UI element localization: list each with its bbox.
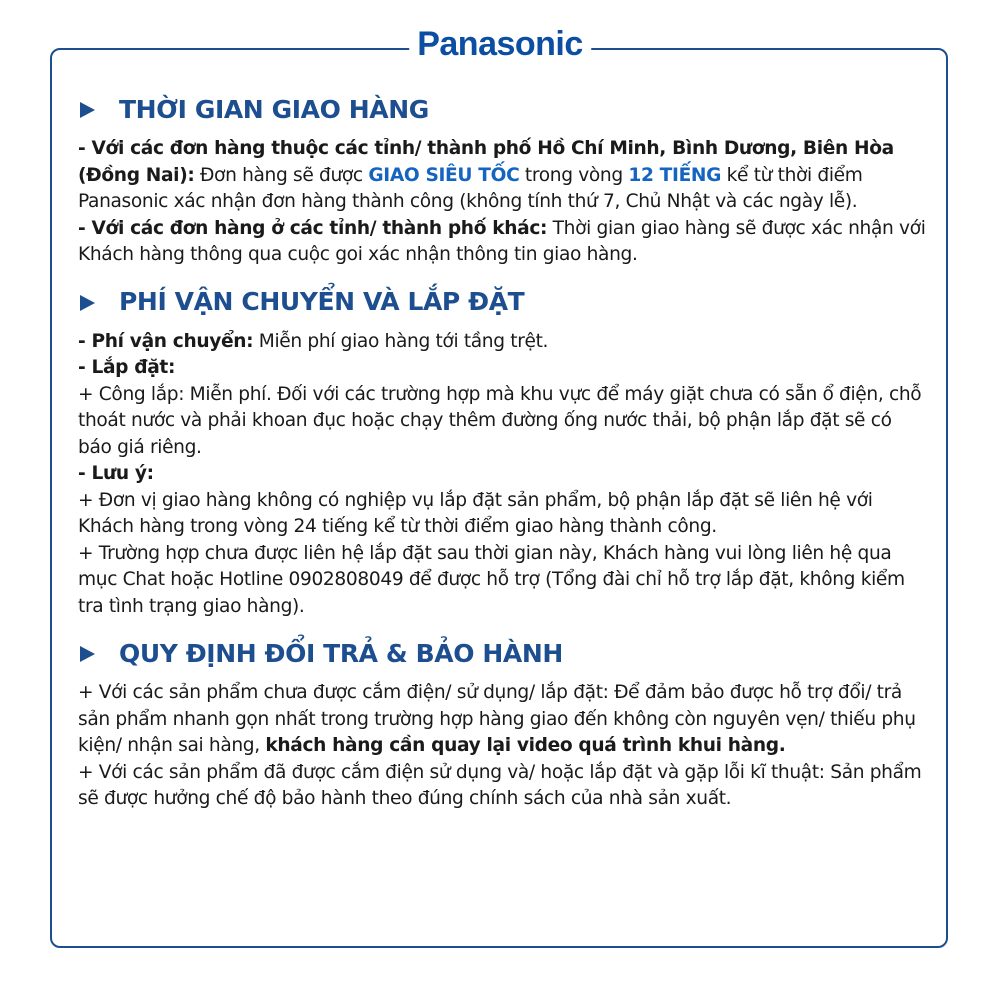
triangle-right-icon <box>80 295 95 311</box>
triangle-right-icon <box>80 102 95 118</box>
section-shipping-install-header <box>78 283 928 323</box>
install-text: + Công lắp: Miễn phí. Đối với các trường hợp mà khu vực để máy giặt chưa có sẵn ổ điện, chỗ thoát nước và phải khoan đục hoặc chạy thêm đường ống nước thải, bộ phận lắp đặt sẽ có báo giá riêng. <box>78 383 922 458</box>
shipping-fee-line: - Phí vận chuyển: Miễn phí giao hàng tới tầng trệt. <box>78 330 549 352</box>
section-delivery-time-header <box>78 90 928 130</box>
section-title: THỜI GIAN GIAO HÀNG <box>119 94 429 124</box>
note-1: + Đơn vị giao hàng không có nghiệp vụ lắp đặt sản phẩm, bộ phận lắp đặt sẽ liên hệ với Khách hàng trong vòng 24 tiếng kể từ thời điểm giao hàng thành công. <box>78 489 873 537</box>
delivery-paragraph-1: - Với các đơn hàng thuộc các tỉnh/ thành phố Hồ Chí Minh, Bình Dương, Biên Hòa (Đồng Nai): Đơn hàng sẽ được GIAO SIÊU TỐC trong vòng 12 TIẾNG kể từ thời điểm Panasonic xác nhận đơn hàng thành công (không tính thứ 7, Chủ Nhật và các ngày lễ). <box>78 138 894 212</box>
section-title: PHÍ VẬN CHUYỂN VÀ LẮP ĐẶT <box>119 287 525 317</box>
return-paragraph-1: + Với các sản phẩm chưa được cắm điện/ sử dụng/ lắp đặt: Để đảm bảo được hỗ trợ đổi/ trả sản phẩm nhanh gọn nhất trong trường hợp hàng giao đến không còn nguyên vẹn/ thiếu phụ kiện/ nhận sai hàng, khách hàng cần quay lại video quá trình khui hàng. <box>78 682 916 756</box>
return-paragraph-2: + Với các sản phẩm đã được cắm điện sử dụng và/ hoặc lắp đặt và gặp lỗi kĩ thuật: Sản phẩm sẽ được hưởng chế độ bảo hành theo đúng chính sách của nhà sản xuất. <box>78 761 922 809</box>
delivery-paragraph-2: - Với các đơn hàng ở các tỉnh/ thành phố khác: Thời gian giao hàng sẽ được xác nhận với Khách hàng thông qua cuộc goi xác nhận thông tin giao hàng. <box>78 217 926 265</box>
install-label: - Lắp đặt: <box>78 357 176 378</box>
note-label: - Lưu ý: <box>78 463 154 484</box>
section-return-warranty-header <box>78 634 928 674</box>
note-2: + Trường hợp chưa được liên hệ lắp đặt sau thời gian này, Khách hàng vui lòng liên hệ qua mục Chat hoặc Hotline 0902808049 để được hỗ trợ (Tổng đài chỉ hỗ trợ lắp đặt, không kiểm tra tình trạng giao hàng). <box>78 542 905 617</box>
policy-content <box>78 90 928 813</box>
section-title: QUY ĐỊNH ĐỔI TRẢ & BẢO HÀNH <box>119 638 563 668</box>
panasonic-logo: Panasonic <box>409 22 591 66</box>
triangle-right-icon <box>80 646 95 662</box>
